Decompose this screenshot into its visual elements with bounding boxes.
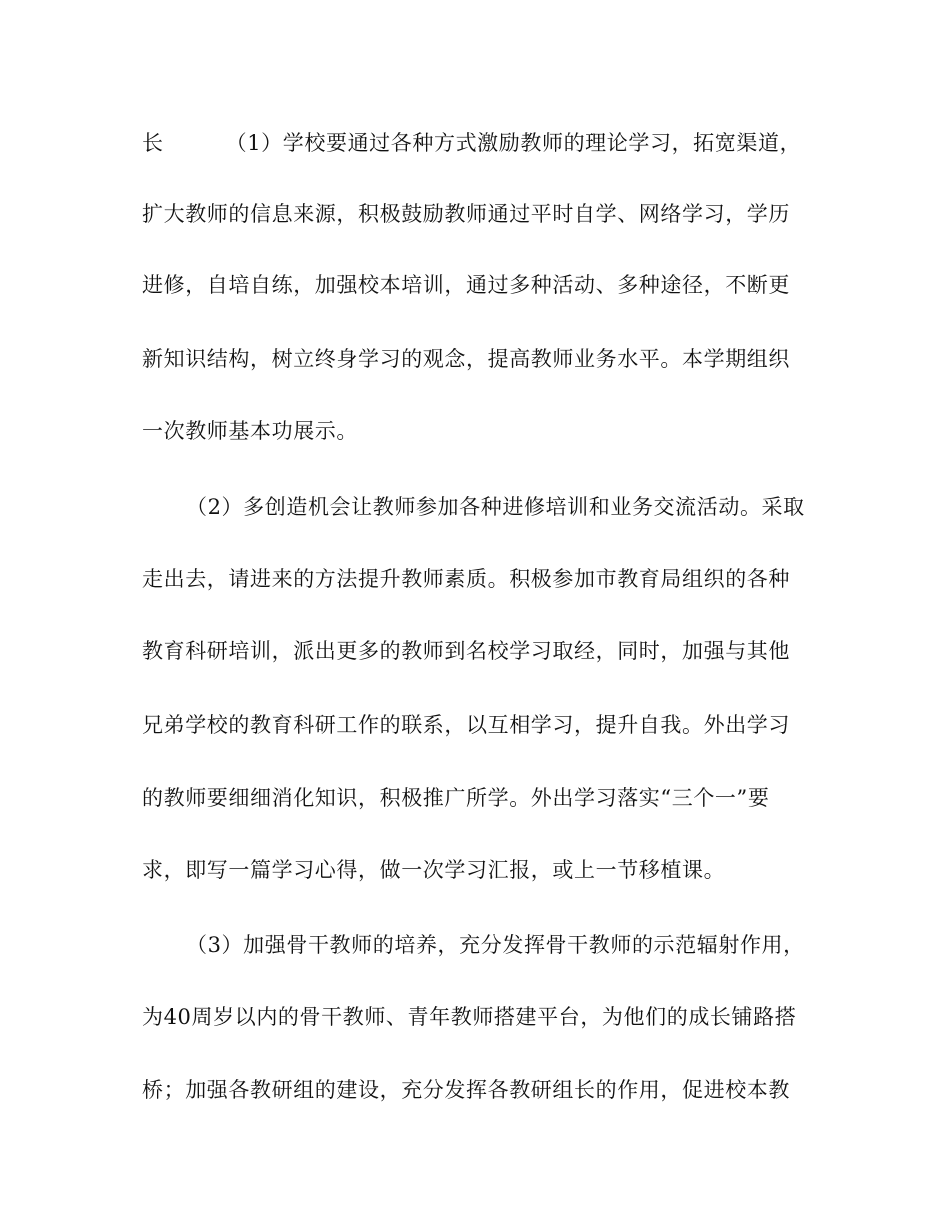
text-line-9: 兄弟学校的教育科研工作的联系，以互相学习，提升自我。外出学习 (142, 713, 790, 737)
text-line-2: 扩大教师的信息来源，积极鼓励教师通过平时自学、网络学习，学历 (142, 202, 790, 226)
text-line-6: （2）多创造机会让教师参加各种进修培训和业务交流活动。采取 (186, 495, 805, 519)
text-line-13: 为40周岁以内的骨干教师、青年教师搭建平台，为他们的成长铺路搭 (142, 1005, 797, 1029)
line-text: （1）学校要通过各种方式激励教师的理论学习，拓宽渠道， (225, 131, 802, 155)
line-lead-char: 长 (142, 131, 164, 155)
text-line-1 (142, 126, 801, 160)
text-line-5: 一次教师基本功展示。 (142, 419, 358, 443)
text-line-7: 走出去，请进来的方法提升教师素质。积极参加市教育局组织的各种 (142, 567, 790, 591)
text-line-4: 新知识结构，树立终身学习的观念，提高教师业务水平。本学期组织 (142, 347, 790, 371)
text-line-3: 进修，自培自练，加强校本培训，通过多种活动、多种途径，不断更 (142, 273, 790, 297)
text-line-12: （3）加强骨干教师的培养，充分发挥骨干教师的示范辐射作用， (186, 933, 805, 957)
text-line-14: 桥；加强各教研组的建设，充分发挥各教研组长的作用，促进校本教 (142, 1078, 790, 1102)
text-line-8: 教育科研培训，派出更多的教师到名校学习取经，同时，加强与其他 (142, 639, 790, 663)
text-line-10: 的教师要细细消化知识，积极推广所学。外出学习落实“三个一”要 (142, 786, 770, 810)
text-line-11: 求，即写一篇学习心得，做一次学习汇报，或上一节移植课。 (142, 858, 726, 882)
